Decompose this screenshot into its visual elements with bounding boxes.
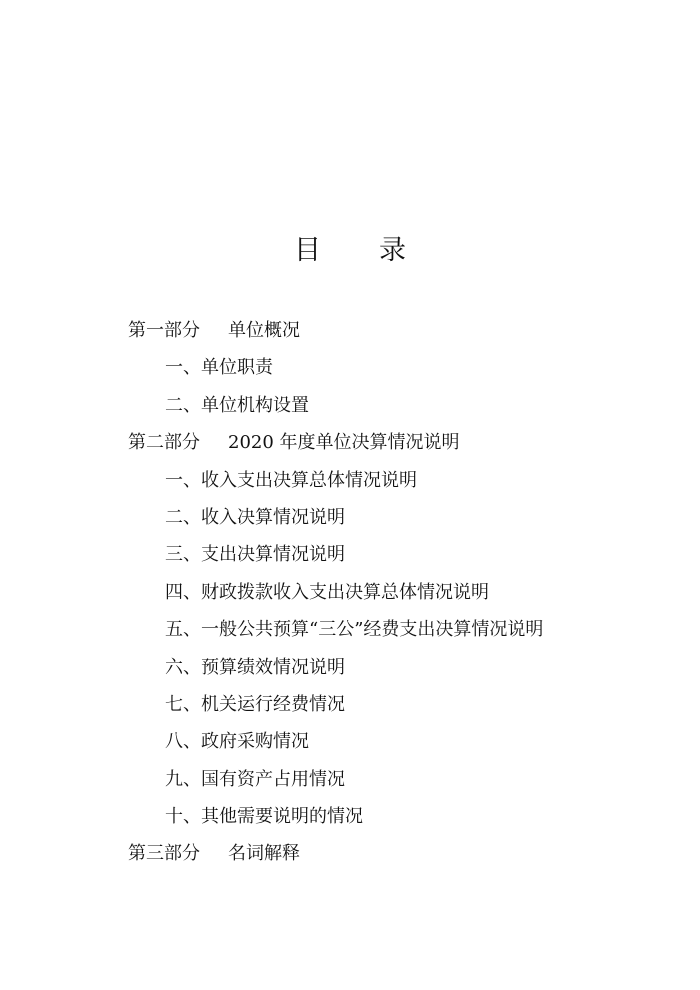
part-name: 名词解释 xyxy=(228,843,300,865)
toc-part-3 xyxy=(128,835,660,872)
toc-item: 一、收入支出决算总体情况说明 xyxy=(165,469,417,491)
toc-item: 四、财政拨款收入支出决算总体情况说明 xyxy=(165,581,489,603)
toc-item: 二、单位机构设置 xyxy=(165,394,309,416)
part-name: 2020 年度单位决算情况说明 xyxy=(228,432,460,454)
page-title xyxy=(0,228,700,267)
toc-part-1 xyxy=(128,312,660,349)
title-char-2: 录 xyxy=(379,235,406,266)
part-label: 第三部分 xyxy=(128,843,200,865)
toc-part-2 xyxy=(128,424,660,461)
toc-item: 七、机关运行经费情况 xyxy=(165,693,345,715)
toc-item: 三、支出决算情况说明 xyxy=(165,544,345,566)
toc-item: 一、单位职责 xyxy=(165,357,273,379)
toc-item: 九、国有资产占用情况 xyxy=(165,768,345,790)
part-name: 单位概况 xyxy=(228,320,300,341)
table-of-contents xyxy=(128,312,660,873)
toc-item: 五、一般公共预算“三公”经费支出决算情况说明 xyxy=(165,619,544,641)
part-label: 第二部分 xyxy=(128,432,200,454)
toc-item: 二、收入决算情况说明 xyxy=(165,506,345,528)
title-char-1: 目 xyxy=(294,235,321,266)
toc-item: 八、政府采购情况 xyxy=(165,731,309,753)
toc-item: 十、其他需要说明的情况 xyxy=(165,806,363,828)
part-label: 第一部分 xyxy=(128,320,200,341)
toc-item: 六、预算绩效情况说明 xyxy=(165,656,345,678)
